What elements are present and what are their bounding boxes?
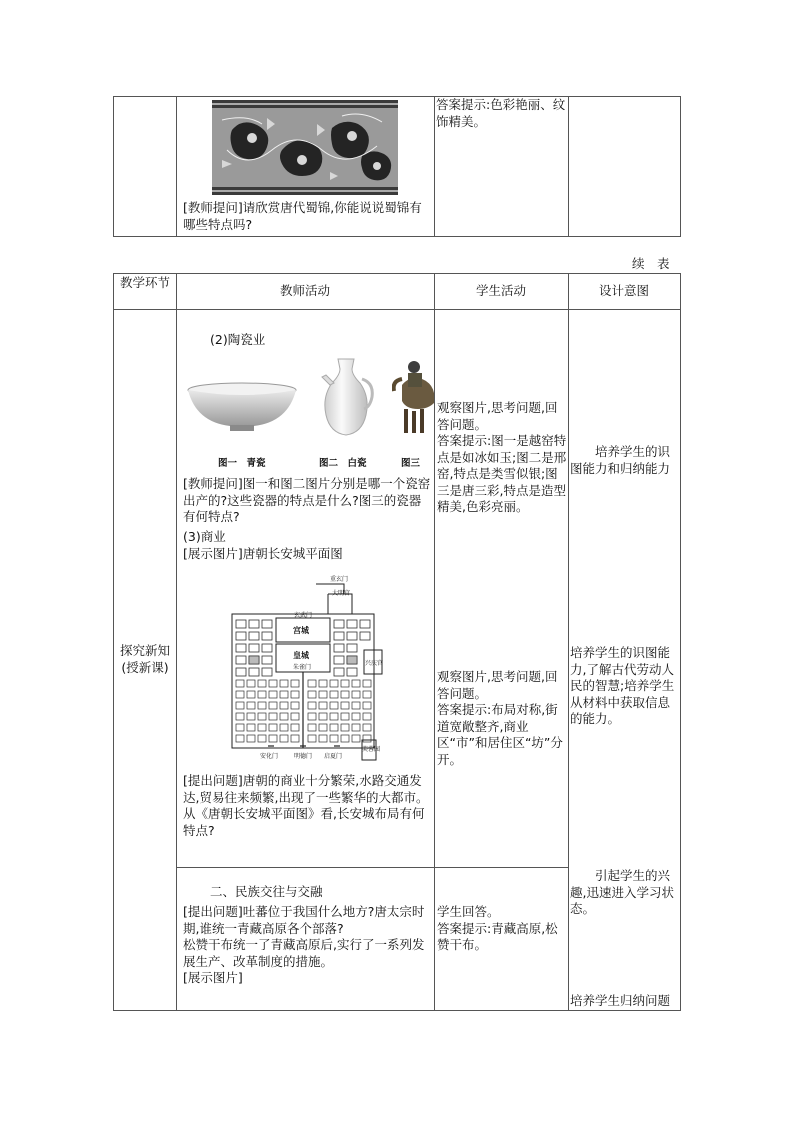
ethnic-design-1: 引起学生的兴趣,迅速进入学习状态。 <box>570 868 674 916</box>
shu-brocade-image <box>212 100 398 195</box>
section-name: 探究新知(授新课) <box>119 643 170 675</box>
white-porcelain-ewer-image <box>318 357 374 437</box>
commerce-design: 培养学生的识图能力,了解古代劳动人民的智慧;培养学生从材料中获取信息的能力。 <box>570 645 675 726</box>
changan-city-plan: 宫城 皇城 朱雀门 玄武门 重玄门 大明宫 兴庆宫 明德门 安化门 启夏门 芙蓉园 <box>216 570 386 762</box>
caption-fig3: 图三 <box>401 458 421 469</box>
brocade-student-answer: 答案提示:色彩艳丽、纹饰精美。 <box>436 97 566 129</box>
top-table-border-bottom <box>113 236 680 237</box>
tri-color-horse-image <box>392 355 434 439</box>
brocade-teacher-question: [教师提问]请欣赏唐代蜀锦,你能说说蜀锦有哪些特点吗? <box>183 200 422 232</box>
ethnic-text: [提出问题]吐蕃位于我国什么地方?唐太宗时期,谁统一青藏高原各个部落? 松赞干布统一了青藏高原后,实行了一系列发展生产、改革制度的措施。 [展示图片] <box>183 904 425 985</box>
commerce-heading: (3)商业 <box>183 529 226 544</box>
commerce-question: [提出问题]唐朝的商业十分繁荣,水路交通发达,贸易往来频繁,出现了一些繁华的大都市。从《唐朝长安城平面图》看,长安城布局有何特点? <box>183 773 429 838</box>
header-student: 学生活动 <box>475 283 526 298</box>
header-section: 教学环节 <box>119 275 170 290</box>
ceramics-heading: (2)陶瓷业 <box>210 332 266 347</box>
ceramics-design: 培养学生的识图能力和归纳能力 <box>570 444 671 476</box>
continued-label: 续 表 <box>632 256 670 271</box>
top-table-border-top <box>113 96 680 97</box>
header-design: 设计意图 <box>598 283 649 298</box>
commerce-student: 观察图片,思考问题,回答问题。 答案提示:布局对称,街道宽敞整齐,商业区“市”和居住区“坊”分开。 <box>437 669 563 767</box>
ethnic-design-2: 培养学生归纳问题 <box>570 993 671 1008</box>
caption-fig1: 图一 青瓷 <box>218 458 266 469</box>
caption-fig2: 图二 白瓷 <box>319 458 367 469</box>
ceramics-question: [教师提问]图一和图二图片分别是哪一个瓷窑出产的?这些瓷器的特点是什么?图三的瓷器有何特点? <box>183 476 431 524</box>
ethnic-heading: 二、民族交往与交融 <box>210 884 323 899</box>
header-teacher: 教师活动 <box>279 283 330 298</box>
commerce-show-picture: [展示图片]唐朝长安城平面图 <box>183 546 343 561</box>
ceramics-student: 观察图片,思考问题,回答问题。 答案提示:图一是越窑特点是如冰如玉;图二是邢窑,特点是类雪似银;图三是唐三彩,特点是造型精美,色彩亮丽。 <box>437 400 567 514</box>
ethnic-student: 学生回答。 答案提示:青藏高原,松赞干布。 <box>437 904 558 952</box>
celadon-bowl-image <box>186 382 298 434</box>
